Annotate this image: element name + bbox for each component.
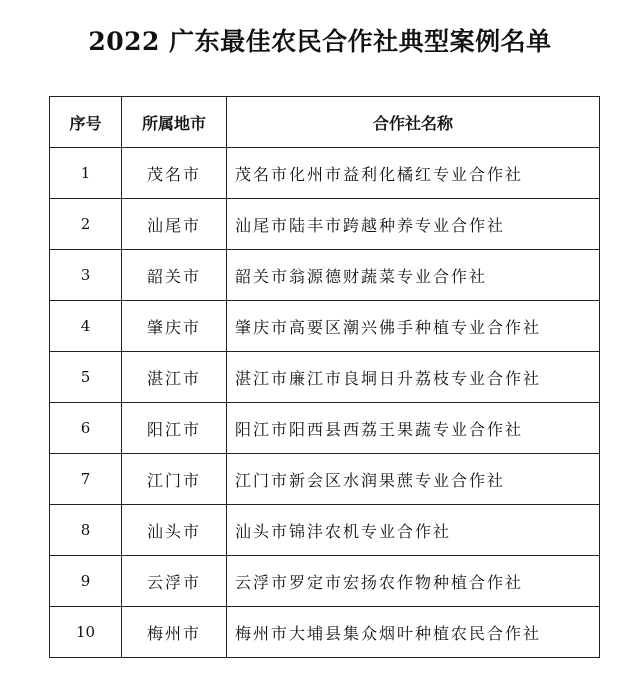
row-cooperative-name: 阳江市阳西县西荔王果蔬专业合作社 [227, 403, 600, 454]
row-cooperative-name: 韶关市翁源德财蔬菜专业合作社 [227, 250, 600, 301]
row-city: 茂名市 [122, 148, 227, 199]
row-cooperative-name: 茂名市化州市益利化橘红专业合作社 [227, 148, 600, 199]
cooperative-list-table [49, 96, 600, 658]
row-number: 2 [50, 199, 122, 250]
table-row [50, 556, 600, 607]
row-cooperative-name: 肇庆市高要区潮兴佛手种植专业合作社 [227, 301, 600, 352]
table-row [50, 607, 600, 658]
row-city: 梅州市 [122, 607, 227, 658]
table-header-row [50, 97, 600, 148]
row-cooperative-name: 江门市新会区水润果蔗专业合作社 [227, 454, 600, 505]
page-title: 2022 广东最佳农民合作社典型案例名单 [88, 27, 552, 56]
row-city: 阳江市 [122, 403, 227, 454]
row-number: 7 [50, 454, 122, 505]
row-city: 江门市 [122, 454, 227, 505]
row-cooperative-name: 汕尾市陆丰市跨越种养专业合作社 [227, 199, 600, 250]
row-cooperative-name: 云浮市罗定市宏扬农作物种植合作社 [227, 556, 600, 607]
row-city: 汕尾市 [122, 199, 227, 250]
header-city: 所属地市 [122, 97, 227, 148]
row-number: 6 [50, 403, 122, 454]
row-cooperative-name: 汕头市锦沣农机专业合作社 [227, 505, 600, 556]
row-city: 云浮市 [122, 556, 227, 607]
header-serial-number: 序号 [50, 97, 122, 148]
row-number: 4 [50, 301, 122, 352]
row-cooperative-name: 梅州市大埔县集众烟叶种植农民合作社 [227, 607, 600, 658]
table-row [50, 505, 600, 556]
table-row [50, 250, 600, 301]
row-city: 肇庆市 [122, 301, 227, 352]
row-city: 韶关市 [122, 250, 227, 301]
header-cooperative-name: 合作社名称 [227, 97, 600, 148]
row-number: 5 [50, 352, 122, 403]
table-row [50, 352, 600, 403]
table-row [50, 454, 600, 505]
table-row [50, 148, 600, 199]
row-city: 汕头市 [122, 505, 227, 556]
row-city: 湛江市 [122, 352, 227, 403]
row-number: 8 [50, 505, 122, 556]
table-row [50, 199, 600, 250]
row-number: 1 [50, 148, 122, 199]
row-number: 10 [50, 607, 122, 658]
row-number: 3 [50, 250, 122, 301]
row-cooperative-name: 湛江市廉江市良垌日升荔枝专业合作社 [227, 352, 600, 403]
table-row [50, 301, 600, 352]
table-row [50, 403, 600, 454]
row-number: 9 [50, 556, 122, 607]
